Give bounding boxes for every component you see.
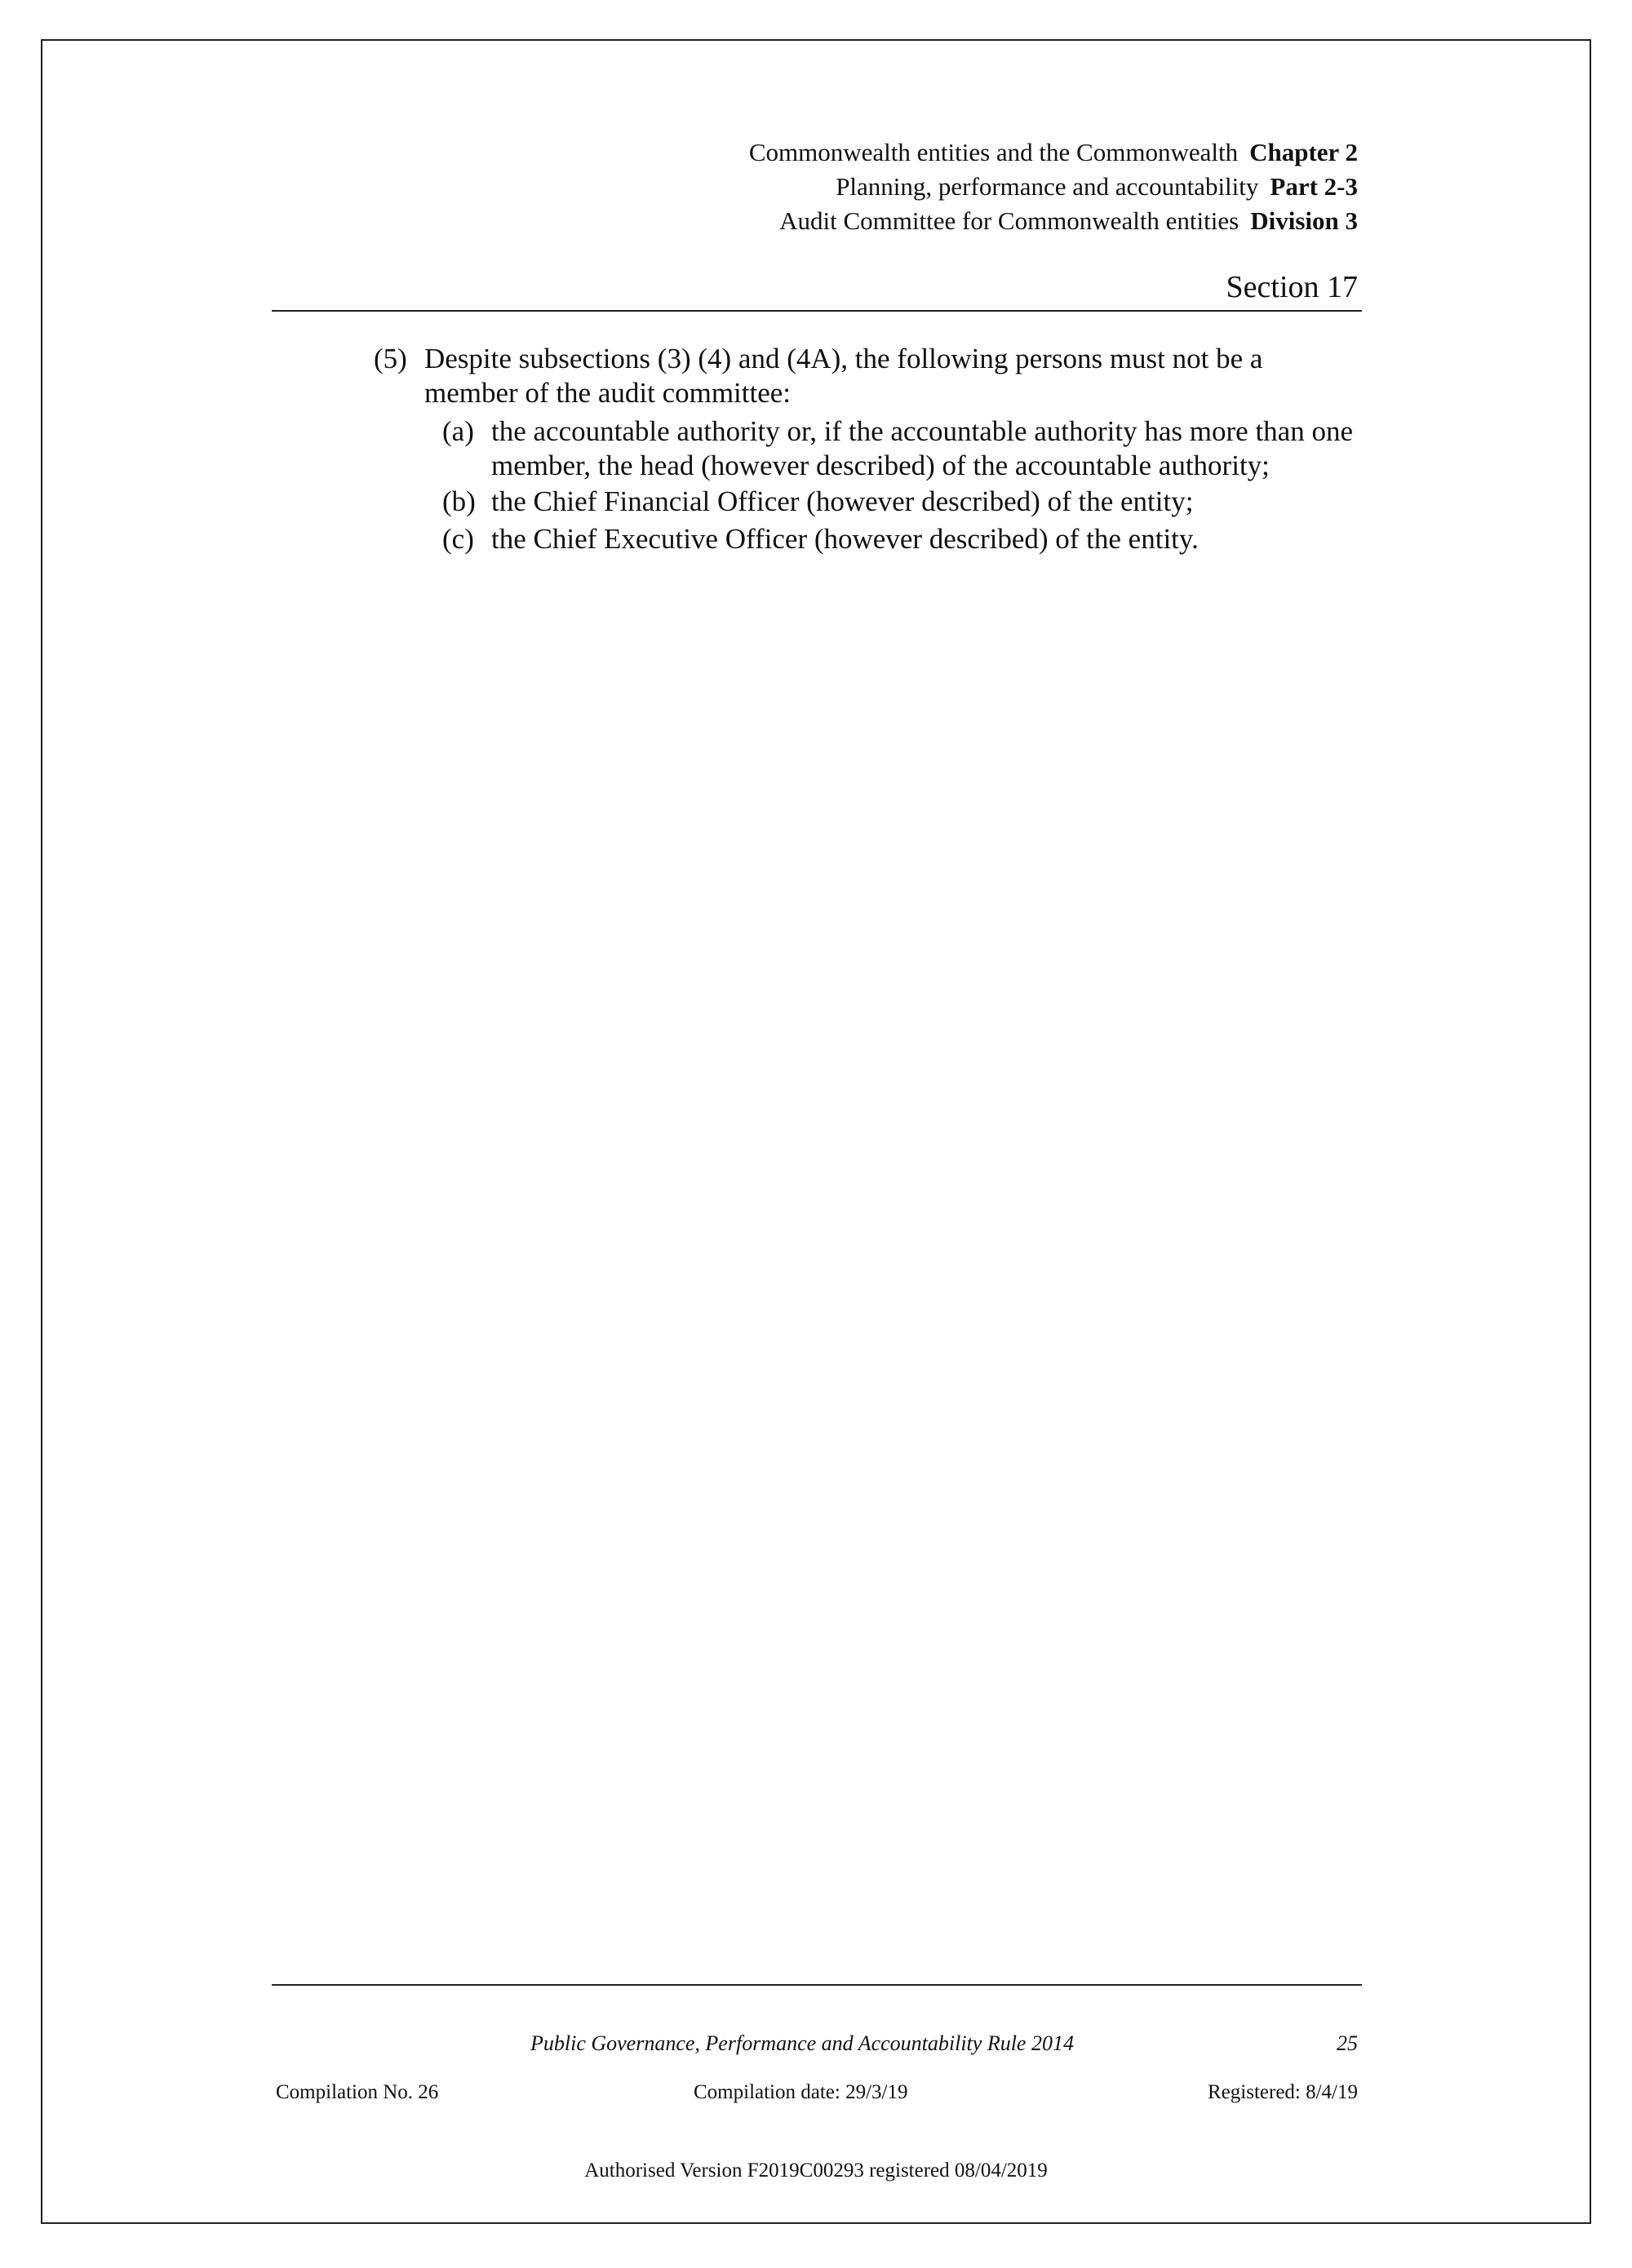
running-head-chapter [749,135,1358,170]
section-heading: Section 17 [1226,270,1358,304]
paragraph-c-text: the Chief Executive Officer (however described) of the entity. [491,523,1199,555]
footer-document-title: Public Governance, Performance and Accountability Rule 2014 [530,2031,1074,2055]
running-head-division [749,204,1358,238]
header-rule [272,310,1362,312]
paragraph-a-number: (a) [442,415,474,447]
paragraph-a [442,414,1364,483]
paragraph-c-number: (c) [442,523,474,555]
paragraph-a-text: the accountable authority or, if the accountable authority has more than one member, the head (however described) of the accountable authority; [491,415,1353,481]
running-head-chapter-label: Chapter 2 [1249,138,1358,166]
registered-date: Registered: 8/4/19 [1208,2081,1358,2103]
paragraph-b-number: (b) [442,485,476,517]
authorised-version: Authorised Version F2019C00293 registered 08/04/2019 [584,2159,1048,2182]
subsection-number: (5) [374,343,407,374]
running-head [749,135,1358,238]
page-number: 25 [1337,2031,1358,2055]
paragraph-c [442,522,1364,556]
compilation-number: Compilation No. 26 [276,2081,439,2103]
running-head-part-label: Part 2-3 [1270,172,1358,201]
running-head-chapter-text: Commonwealth entities and the Commonwealth [748,138,1239,166]
compilation-date: Compilation date: 29/3/19 [694,2081,908,2103]
running-head-division-label: Division 3 [1250,206,1358,235]
running-head-part [749,170,1358,204]
subsection-text: Despite subsections (3) (4) and (4A), the following persons must not be a member of the audit committee: [424,343,1263,409]
paragraph-b-text: the Chief Financial Officer (however described) of the entity; [491,485,1194,517]
footer-rule [272,1984,1362,1986]
running-head-division-text: Audit Committee for Commonwealth entities [779,206,1240,235]
running-head-part-text: Planning, performance and accountability [836,172,1259,201]
subsection-5 [374,342,1361,410]
paragraph-b [442,485,1364,519]
